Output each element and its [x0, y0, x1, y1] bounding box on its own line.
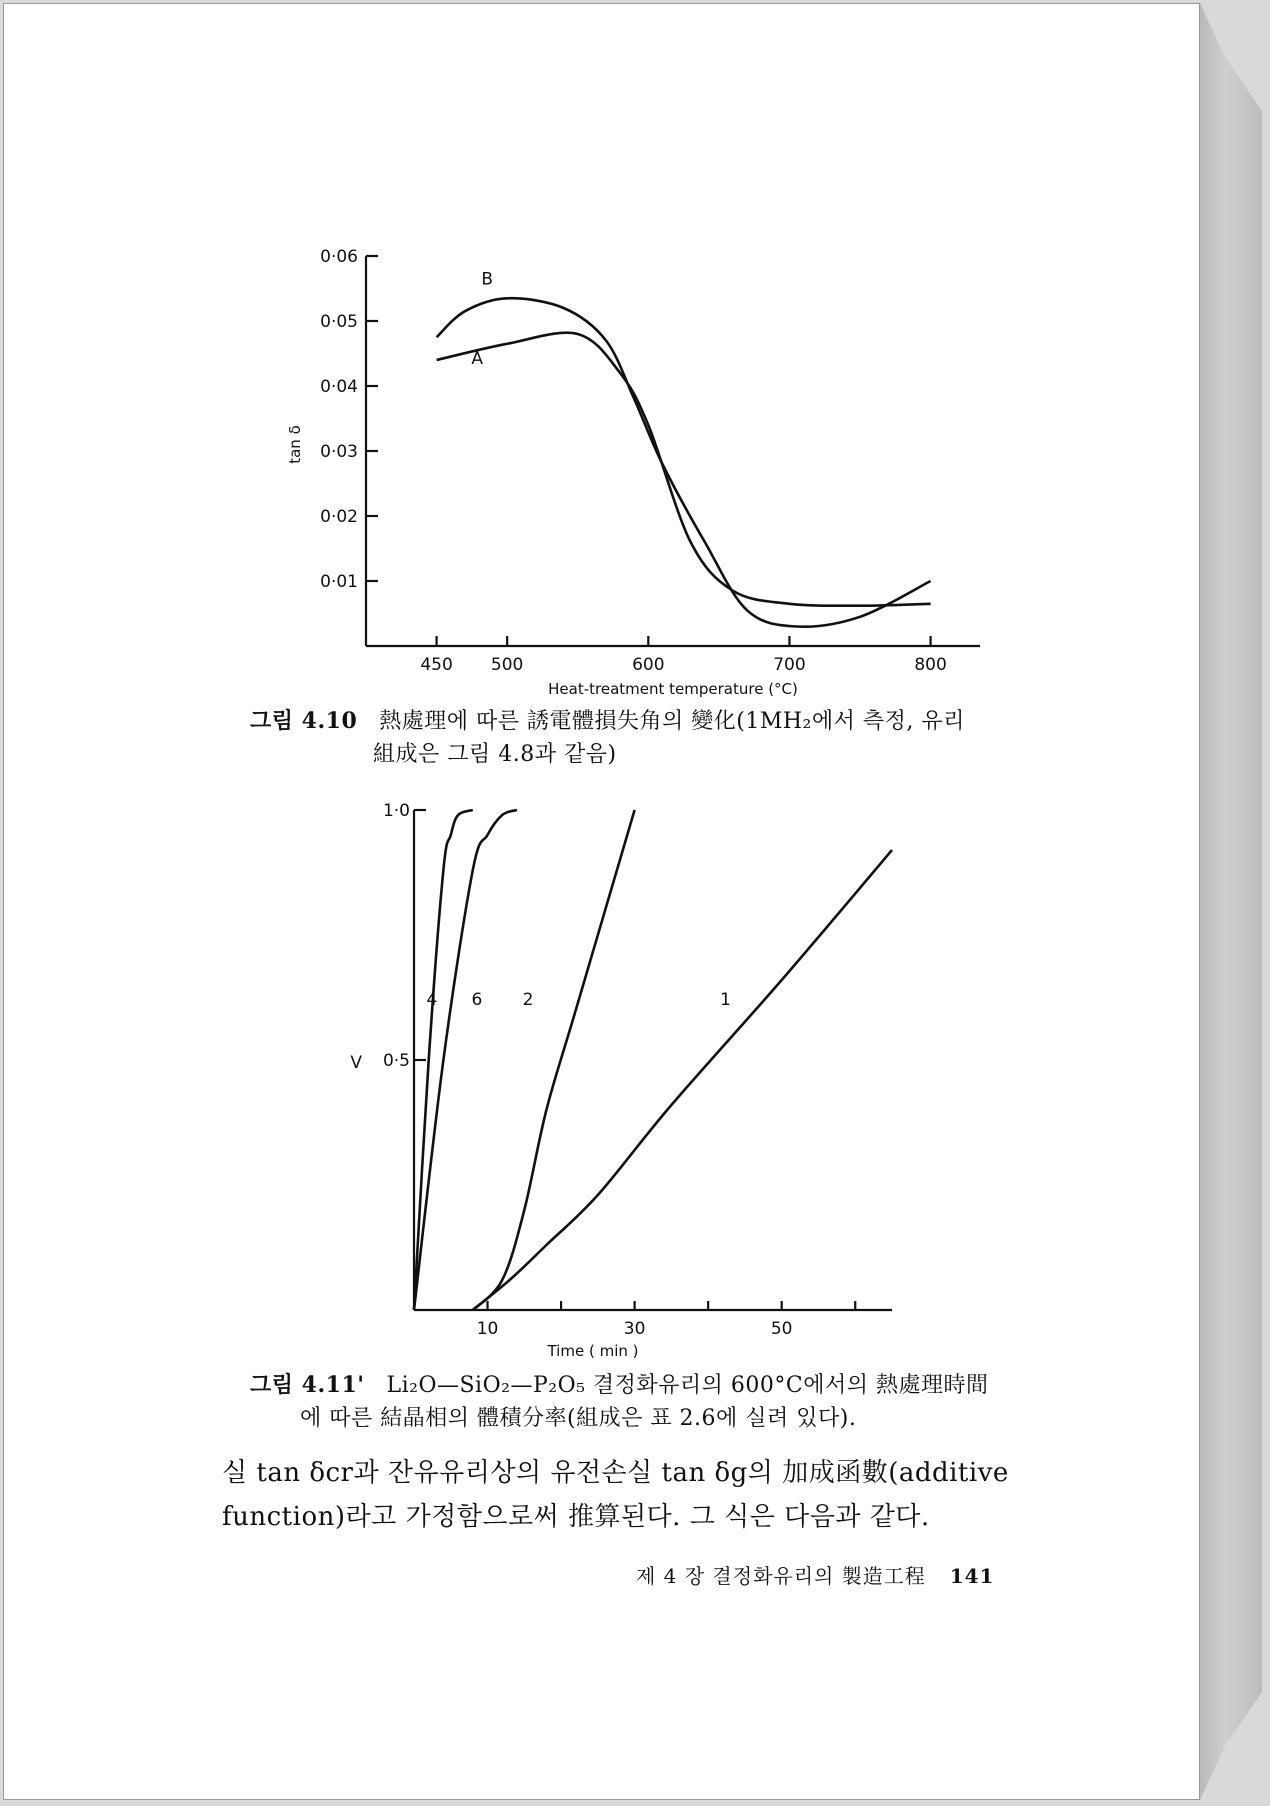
figure-4-11-caption-line1: Li₂O—SiO₂—P₂O₅ 결정화유리의 600°C에서의 熱處理時間 — [386, 1373, 989, 1398]
body-paragraph-line2: function)라고 가정함으로써 推算된다. 그 식은 다음과 같다. — [222, 1502, 930, 1532]
x-tick-label: 450 — [420, 655, 453, 675]
y-tick-label: 0·03 — [320, 442, 358, 462]
y-tick-label: 0·04 — [320, 377, 358, 397]
figure-4-11-number: 그림 4.11' — [250, 1372, 365, 1398]
x-tick-label: 30 — [623, 1319, 646, 1339]
curve-6-label: 6 — [471, 990, 483, 1010]
figure-4-11-caption-line2: 에 따른 結晶相의 體積分率(組成은 표 2.6에 실려 있다). — [300, 1406, 857, 1431]
x-tick-label: 50 — [770, 1319, 793, 1339]
figure-4-10-number: 그림 4.10 — [250, 708, 358, 734]
y-tick-label: 1·0 — [382, 801, 410, 821]
y-axis-label: V — [350, 1053, 362, 1073]
x-tick-label: 700 — [773, 655, 806, 675]
figure-4-10-caption-line1: 熱處理에 따른 誘電體損失角의 變化(1MH₂에서 측정, 유리 — [379, 709, 965, 734]
x-tick-label: 10 — [476, 1319, 499, 1339]
y-axis-label: tan δ — [286, 425, 304, 464]
x-tick-label: 800 — [914, 655, 947, 675]
x-tick-label: 500 — [490, 655, 524, 675]
x-axis-label: Heat-treatment temperature (°C) — [548, 680, 798, 698]
curve-1-line — [473, 850, 892, 1310]
curve-2-label: 2 — [522, 990, 534, 1010]
y-tick-label: 0·06 — [320, 247, 358, 267]
curve-4-label: 4 — [426, 990, 438, 1010]
y-tick-label: 0·01 — [320, 572, 358, 592]
body-paragraph-line1: 실 tan δcr과 잔유유리상의 유전손실 tan δg의 加成函數(additive — [222, 1458, 1009, 1488]
series-b-label: B — [481, 269, 493, 290]
page-number: 141 — [949, 1564, 995, 1588]
curve-1-label: 1 — [720, 990, 731, 1010]
series-a-label: A — [471, 348, 483, 369]
x-tick-label: 600 — [632, 655, 665, 675]
y-tick-label: 0·02 — [320, 507, 358, 527]
running-footer — [636, 1560, 994, 1589]
figure-4-10-caption-line2: 組成은 그림 4.8과 같음) — [373, 742, 617, 767]
chapter-title: 제 4 장 결정화유리의 製造工程 — [636, 1564, 926, 1588]
curve-2-line — [473, 810, 635, 1310]
x-axis-label: Time ( min ) — [547, 1342, 639, 1360]
y-tick-label: 0·5 — [382, 1051, 410, 1071]
y-tick-label: 0·05 — [320, 312, 358, 332]
